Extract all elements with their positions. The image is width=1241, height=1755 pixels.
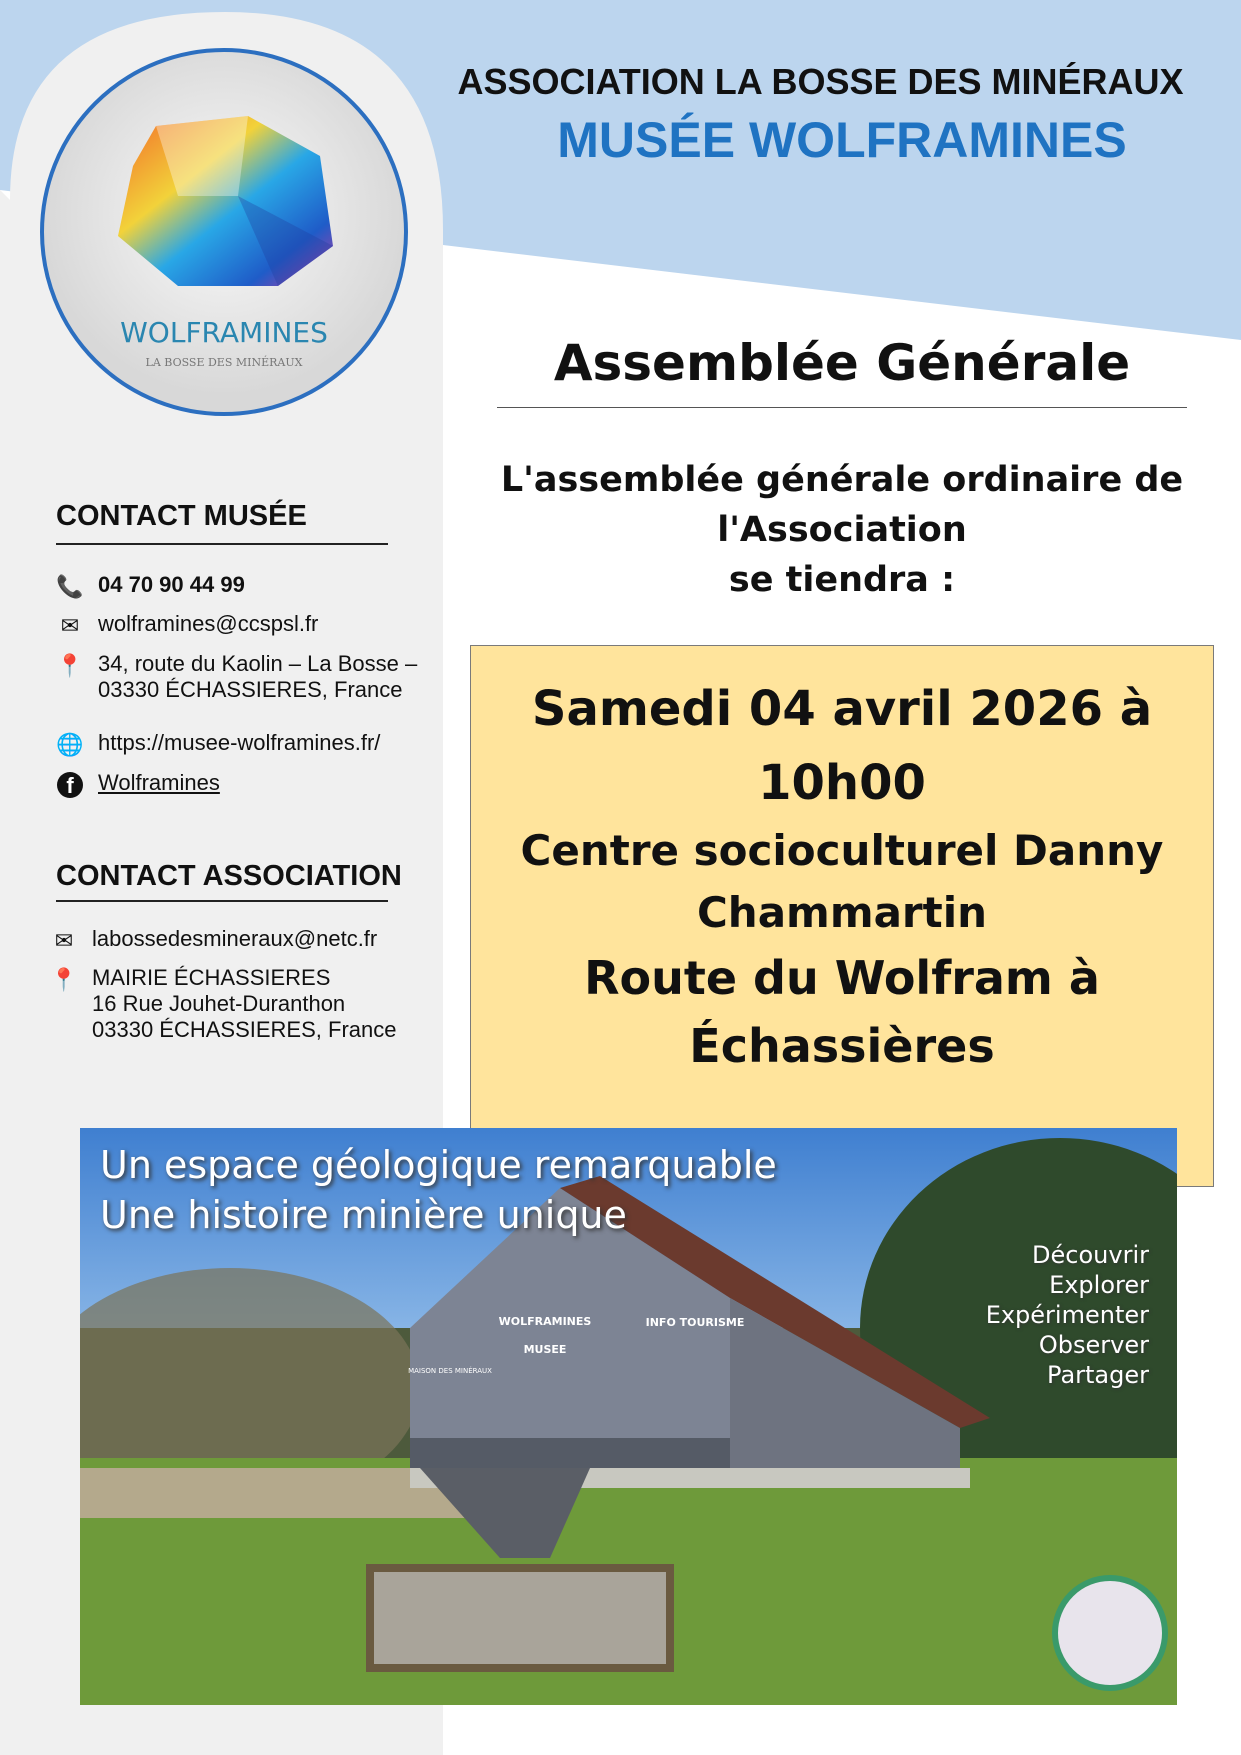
event-time: 10h00 xyxy=(758,755,926,811)
address-item xyxy=(50,965,396,1043)
contact-museum-heading: CONTACT MUSÉE xyxy=(56,500,307,532)
verb: Observer xyxy=(1038,1331,1149,1359)
website-item[interactable] xyxy=(56,730,380,758)
museum-photo xyxy=(80,1128,1177,1705)
association-name: ASSOCIATION LA BOSSE DES MINÉRAUX xyxy=(457,61,1184,102)
sign-text: MAISON DES MINÉRAUX xyxy=(408,1367,492,1375)
facebook-icon: f xyxy=(56,770,84,798)
email-item[interactable] xyxy=(56,611,318,639)
museum-name: MUSÉE WOLFRAMINES xyxy=(557,112,1127,168)
location-pin-icon: 📍 xyxy=(56,653,84,678)
address-line: MAIRIE ÉCHASSIERES xyxy=(92,965,331,990)
event-venue: Chammartin xyxy=(696,888,988,937)
sign-text: WOLFRAMINES xyxy=(498,1315,592,1328)
headline-line: Une histoire minière unique xyxy=(100,1193,627,1237)
intro-line: l'Association xyxy=(717,510,967,550)
headline-line: Un espace géologique remarquable xyxy=(100,1143,777,1187)
intro-text xyxy=(470,455,1214,605)
address-item xyxy=(56,651,417,703)
address-line: 16 Rue Jouhet-Duranthon xyxy=(92,991,346,1016)
intro-line: L'assemblée générale ordinaire de xyxy=(500,460,1184,500)
verb: Expérimenter xyxy=(985,1301,1149,1329)
facebook-link[interactable]: Wolframines xyxy=(98,770,220,795)
museum-logo xyxy=(38,46,410,418)
phone-number[interactable]: 04 70 90 44 99 xyxy=(98,572,245,597)
sign-text: INFO TOURISME xyxy=(645,1316,745,1329)
event-details-box xyxy=(470,645,1214,1187)
address-line: 03330 ÉCHASSIERES, France xyxy=(92,1017,397,1042)
logo-tagline: LA BOSSE DES MINÉRAUX xyxy=(145,356,303,369)
partner-logo xyxy=(1055,1578,1165,1688)
email-item[interactable] xyxy=(50,926,377,954)
heading-divider xyxy=(56,543,388,545)
envelope-icon: ✉ xyxy=(54,928,74,953)
facebook-item[interactable] xyxy=(56,770,220,798)
email-link[interactable]: labossedesmineraux@netc.fr xyxy=(92,926,378,951)
event-date: Samedi 04 avril 2026 à xyxy=(531,681,1153,737)
verb: Découvrir xyxy=(1032,1241,1149,1269)
globe-icon: 🌐 xyxy=(56,732,84,757)
location-pin-icon: 📍 xyxy=(50,967,78,992)
phone-item[interactable] xyxy=(56,572,245,600)
photo-headline xyxy=(100,1140,777,1240)
address-line: 03330 ÉCHASSIERES, France xyxy=(98,677,403,702)
title-divider xyxy=(497,407,1187,408)
heading-divider xyxy=(56,900,388,902)
sign-text: MUSEE xyxy=(523,1343,567,1356)
website-link[interactable]: https://musee-wolframines.fr/ xyxy=(98,730,381,755)
intro-line: se tiendra : xyxy=(728,560,956,600)
logo-name: WOLFRAMINES xyxy=(120,316,328,349)
event-venue: Centre socioculturel Danny xyxy=(520,826,1164,875)
page-title: Assemblée Générale xyxy=(553,334,1131,392)
event-place: Route du Wolfram à xyxy=(584,951,1100,1005)
phone-icon: 📞 xyxy=(56,574,84,599)
verb: Partager xyxy=(1047,1361,1149,1389)
email-link[interactable]: wolframines@ccspsl.fr xyxy=(98,611,319,636)
photo-verbs xyxy=(986,1240,1149,1390)
address-line: 34, route du Kaolin – La Bosse – xyxy=(98,651,418,676)
contact-association-heading: CONTACT ASSOCIATION xyxy=(56,860,402,892)
envelope-icon: ✉ xyxy=(60,613,80,638)
verb: Explorer xyxy=(1049,1271,1149,1299)
event-place: Échassières xyxy=(689,1019,995,1073)
